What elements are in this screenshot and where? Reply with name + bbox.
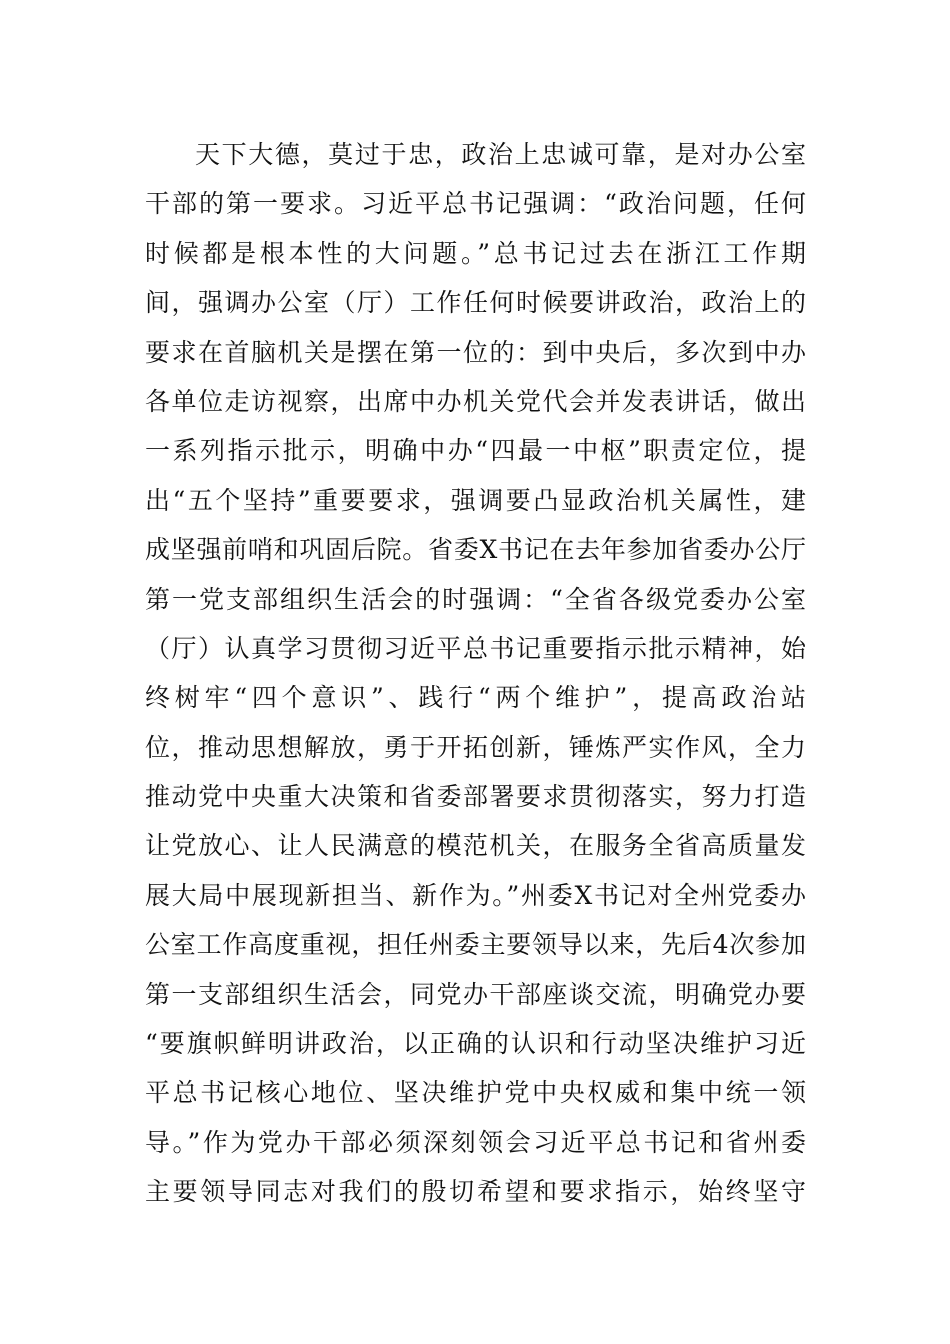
text-line: 时候都是根本性的大问题。”总书记过去在浙江工作期 (145, 238, 806, 268)
text-line: 位，推动思想解放，勇于开拓创新，锤炼严实作风，全力 (145, 732, 806, 762)
text-line: 平总书记核心地位、坚决维护党中央权威和集中统一领 (145, 1078, 806, 1108)
text-line: 展大局中展现新担当、新作为。”州委X书记对全州党委办 (145, 880, 806, 910)
text-line: 第一支部组织生活会，同党办干部座谈交流，明确党办要 (145, 979, 806, 1009)
text-line: 让党放心、让人民满意的模范机关，在服务全省高质量发 (145, 831, 806, 861)
text-line: 出“五个坚持”重要要求，强调要凸显政治机关属性，建 (145, 485, 806, 515)
text-line: 公室工作高度重视，担任州委主要领导以来，先后4次参加 (145, 930, 806, 960)
text-line: 干部的第一要求。习近平总书记强调：“政治问题，任何 (145, 189, 806, 219)
text-line: 导。”作为党办干部必须深刻领会习近平总书记和省州委 (145, 1127, 806, 1157)
text-line: 第一党支部组织生活会的时强调：“全省各级党委办公室 (145, 584, 806, 614)
text-line: 各单位走访视察，出席中办机关党代会并发表讲话，做出 (145, 386, 806, 416)
text-line: 天下大德，莫过于忠，政治上忠诚可靠，是对办公室 (195, 140, 806, 169)
text-line: 终树牢“四个意识”、践行“两个维护”，提高政治站 (145, 683, 806, 713)
text-line: 主要领导同志对我们的殷切希望和要求指示，始终坚守 (145, 1177, 806, 1207)
text-line: 推动党中央重大决策和省委部署要求贯彻落实，努力打造 (145, 782, 806, 812)
text-line: “要旗帜鲜明讲政治，以正确的认识和行动坚决维护习近 (145, 1029, 806, 1059)
body-paragraph (145, 130, 806, 1217)
text-line: 一系列指示批示，明确中办“四最一中枢”职责定位，提 (145, 436, 806, 466)
text-line: 间，强调办公室（厅）工作任何时候要讲政治，政治上的 (145, 288, 806, 318)
text-line: 要求在首脑机关是摆在第一位的：到中央后，多次到中办 (145, 337, 806, 367)
text-line: 成坚强前哨和巩固后院。省委X书记在去年参加省委办公厅 (145, 535, 806, 565)
text-line: （厅）认真学习贯彻习近平总书记重要指示批示精神，始 (145, 633, 806, 663)
